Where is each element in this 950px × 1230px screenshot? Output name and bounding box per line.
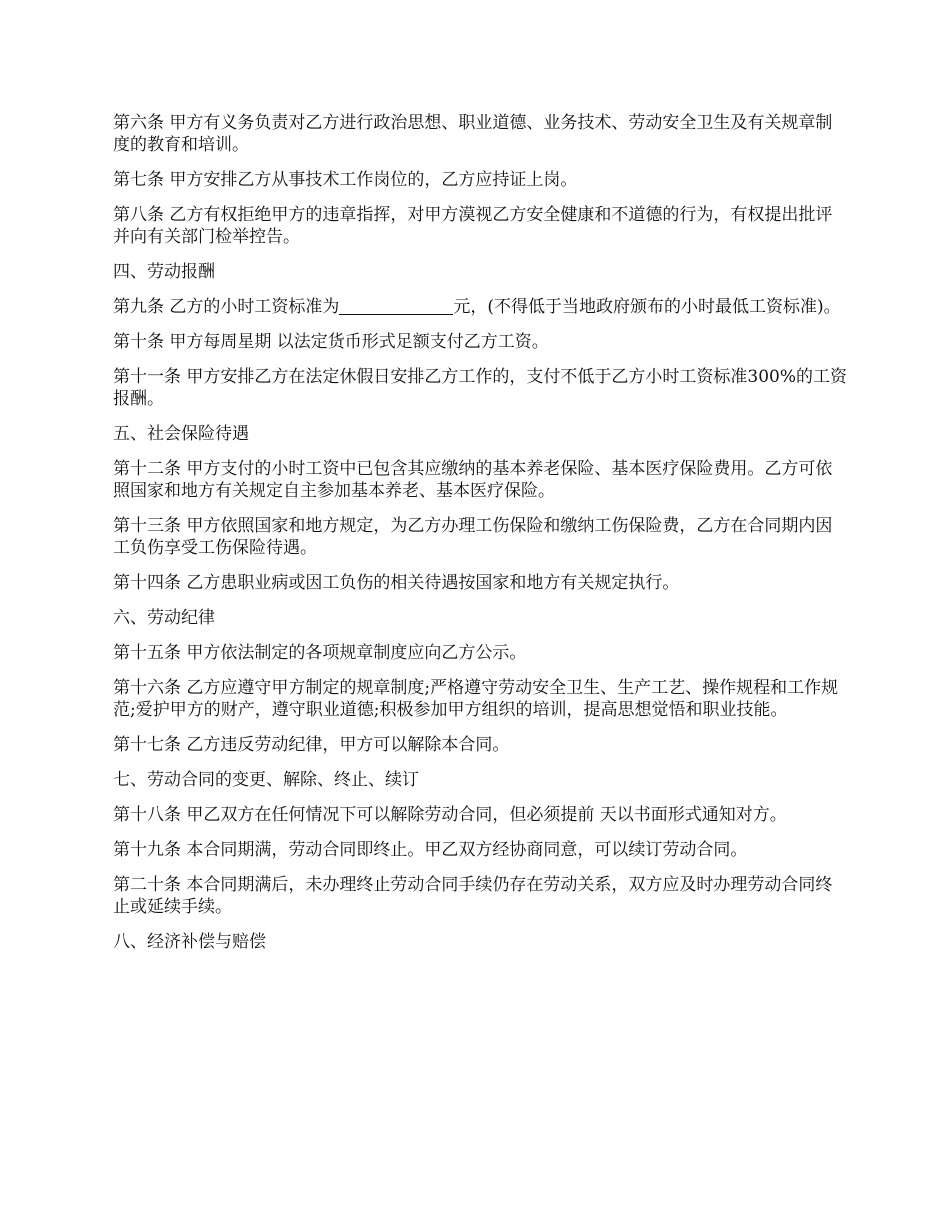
section-heading-6: 六、劳动纪律 (113, 608, 215, 628)
article-7: 第七条 甲方安排乙方从事技术工作岗位的，乙方应持证上岗。 (113, 170, 578, 190)
article-15: 第十五条 甲方依法制定的各项规章制度应向乙方公示。 (113, 643, 527, 663)
article-6: 第六条 甲方有义务负责对乙方进行政治思想、职业道德、业务技术、劳动安全卫生及有关规章制度的教育和培训。 (113, 113, 833, 155)
section-heading-5: 五、社会保险待遇 (113, 424, 249, 444)
section-heading-7: 七、劳动合同的变更、解除、终止、续订 (113, 770, 419, 790)
article-9-text-before: 第九条 乙方的小时工资标准为 (113, 297, 340, 317)
document-page (113, 112, 848, 966)
article-9-text-after: 元，(不得低于当地政府颁布的小时最低工资标准)。 (453, 297, 841, 317)
article-17: 第十七条 乙方违反劳动纪律，甲方可以解除本合同。 (113, 735, 510, 755)
article-16: 第十六条 乙方应遵守甲方制定的规章制度;严格遵守劳动安全卫生、生产工艺、操作规程和工作规范;爱护甲方的财产，遵守职业道德;积极参加甲方组织的培训，提高思想觉悟和职业技能。 (113, 678, 839, 720)
wage-blank-field (339, 298, 453, 315)
article-12: 第十二条 甲方支付的小时工资中已包含其应缴纳的基本养老保险、基本医疗保险费用。乙方可依照国家和地方有关规定自主参加基本养老、基本医疗保险。 (113, 459, 833, 501)
article-8: 第八条 乙方有权拒绝甲方的违章指挥，对甲方漠视乙方安全健康和不道德的行为，有权提出批评并向有关部门检举控告。 (113, 205, 833, 247)
article-14: 第十四条 乙方患职业病或因工负伤的相关待遇按国家和地方有关规定执行。 (113, 573, 680, 593)
section-heading-8: 八、经济补偿与赔偿 (113, 932, 266, 952)
article-19: 第十九条 本合同期满，劳动合同即终止。甲乙双方经协商同意，可以续订劳动合同。 (113, 840, 748, 860)
article-20: 第二十条 本合同期满后，未办理终止劳动合同手续仍存在劳动关系，双方应及时办理劳动合同终止或延续手续。 (113, 875, 833, 917)
article-10: 第十条 甲方每周星期 以法定货币形式足额支付乙方工资。 (113, 332, 549, 352)
section-heading-4: 四、劳动报酬 (113, 262, 215, 282)
article-11: 第十一条 甲方安排乙方在法定休假日安排乙方工作的，支付不低于乙方小时工资标准300%的工资报酬。 (113, 367, 848, 409)
article-18: 第十八条 甲乙双方在任何情况下可以解除劳动合同，但必须提前 天以书面形式通知对方。 (113, 805, 787, 825)
article-13: 第十三条 甲方依照国家和地方规定，为乙方办理工伤保险和缴纳工伤保险费，乙方在合同期内因工负伤享受工伤保险待遇。 (113, 516, 833, 558)
article-9 (113, 296, 848, 318)
